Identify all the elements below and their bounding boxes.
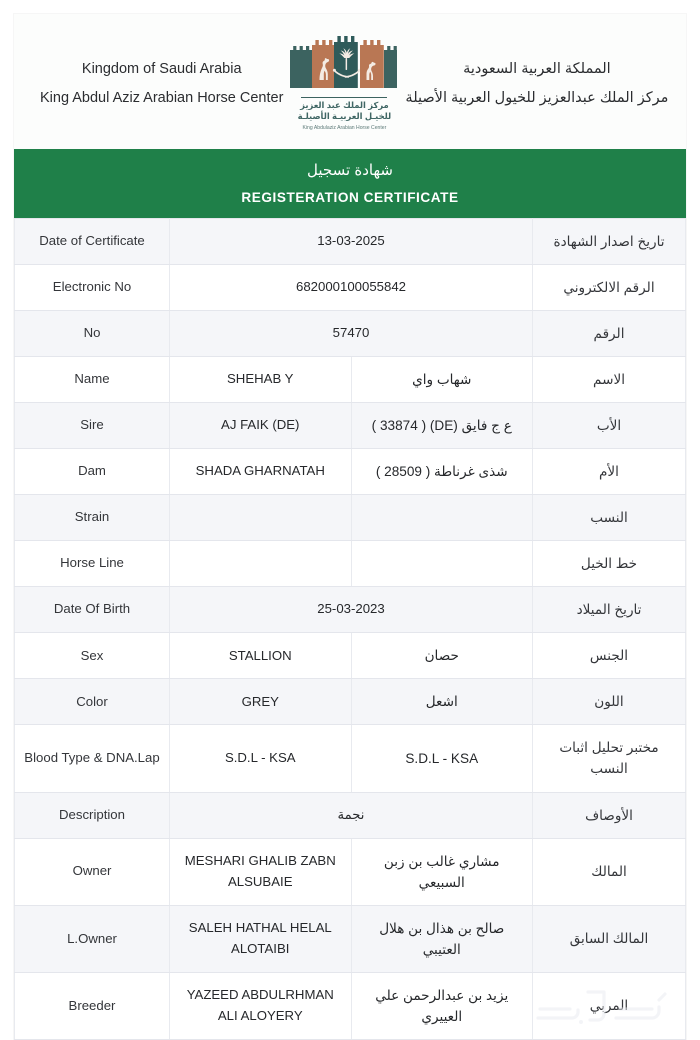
row-english-value: MESHARI GHALIB ZABN ALSUBAIE [170,838,352,905]
table-row [15,633,686,679]
row-english-label: Breeder [15,972,170,1039]
table-row [15,495,686,541]
row-arabic-label: اللون [533,679,686,725]
row-english-label: Dam [15,449,170,495]
row-english-value: YAZEED ABDULRHMAN ALI ALOYERY [170,972,352,1039]
row-english-label: Sire [15,402,170,448]
table-row [15,905,686,972]
row-english-value: S.D.L - KSA [170,725,352,792]
row-english-value [170,541,352,587]
row-arabic-label: المالك [533,838,686,905]
row-arabic-label: تاريخ الميلاد [533,587,686,633]
row-arabic-value: شهاب واي [351,356,533,402]
table-row [15,264,686,310]
row-arabic-value: S.D.L - KSA [351,725,533,792]
row-english-label: L.Owner [15,905,170,972]
header-english-block [40,55,283,112]
row-arabic-value [351,495,533,541]
row-english-label: Name [15,356,170,402]
certificate-title-band [14,149,686,218]
row-english-value: SALEH HATHAL HELAL ALOTAIBI [170,905,352,972]
logo-english-text: King Abdulaziz Arabian Horse Center [302,124,387,131]
logo-divider [301,97,387,98]
horse-center-crest-icon [288,36,400,94]
row-arabic-label: الأوصاف [533,792,686,838]
row-english-label: Date Of Birth [15,587,170,633]
row-english-label: Owner [15,838,170,905]
table-row [15,679,686,725]
row-arabic-value: شذى غرناطة ( 28509 ) [351,449,533,495]
certificate-title-english: REGISTERATION CERTIFICATE [241,189,459,205]
row-arabic-label: الأم [533,449,686,495]
row-arabic-label: الاسم [533,356,686,402]
logo-arabic-line-2: للخيـل العربيـة الأصيلـة [297,111,392,122]
row-english-label: No [15,310,170,356]
row-value: 13-03-2025 [170,218,533,264]
row-arabic-label: الأب [533,402,686,448]
row-arabic-label: خط الخيل [533,541,686,587]
row-english-value [170,495,352,541]
document-header [14,14,686,149]
table-row [15,218,686,264]
row-english-label: Strain [15,495,170,541]
header-arabic-block [405,55,668,112]
certificate-details-table [14,218,686,1040]
row-english-value: AJ FAIK (DE) [170,402,352,448]
row-arabic-label: الرقم [533,310,686,356]
certificate-title-arabic: شهادة تسجيل [307,162,393,180]
row-english-label: Description [15,792,170,838]
logo-arabic-text [298,100,392,122]
row-arabic-value [351,541,533,587]
row-arabic-label: النسب [533,495,686,541]
header-english-line-1: Kingdom of Saudi Arabia [81,61,242,78]
row-arabic-label: المالك السابق [533,905,686,972]
row-arabic-label: مختبر تحليل اثبات النسب [533,725,686,792]
row-english-value: STALLION [170,633,352,679]
header-english-line-2: King Abdul Aziz Arabian Horse Center [40,89,284,106]
table-row [15,725,686,792]
row-english-label: Color [15,679,170,725]
row-english-label: Sex [15,633,170,679]
table-row [15,587,686,633]
header-arabic-line-2: مركز الملك عبدالعزيز للخيول العربية الأصيلة [405,89,669,106]
row-arabic-value: اشعل [351,679,533,725]
certificate-table-body [15,218,686,1039]
row-english-label: Horse Line [15,541,170,587]
row-value: نجمة [170,792,533,838]
row-value: 57470 [170,310,533,356]
row-arabic-value: مشاري غالب بن زبن السبيعي [351,838,533,905]
row-arabic-value: يزيد بن عبدالرحمن علي العييري [351,972,533,1039]
row-value: 25-03-2023 [170,587,533,633]
table-row [15,972,686,1039]
row-arabic-value: حصان [351,633,533,679]
table-row [15,356,686,402]
row-arabic-label: الجنس [533,633,686,679]
row-english-value: SHADA GHARNATAH [170,449,352,495]
logo-arabic-line-1: مركز الملك عبد العزيز [300,100,389,111]
row-arabic-value: صالح بن هذال بن هلال العتيبي [351,905,533,972]
row-arabic-label: الرقم الالكتروني [533,264,686,310]
certificate-page [14,14,686,1040]
row-arabic-label: المربي [533,972,686,1039]
row-english-label: Blood Type & DNA.Lap [15,725,170,792]
row-arabic-label: تاريخ اصدار الشهادة [533,218,686,264]
table-row [15,449,686,495]
organization-logo [283,36,405,131]
row-english-label: Date of Certificate [15,218,170,264]
row-english-value: SHEHAB Y [170,356,352,402]
table-row [15,310,686,356]
row-value: 682000100055842 [170,264,533,310]
table-row [15,792,686,838]
table-row [15,402,686,448]
header-arabic-line-1: المملكة العربية السعودية [463,61,611,78]
row-arabic-value: ع ج فايق (DE) ( 33874 ) [351,402,533,448]
row-english-label: Electronic No [15,264,170,310]
row-english-value: GREY [170,679,352,725]
table-row [15,838,686,905]
table-row [15,541,686,587]
